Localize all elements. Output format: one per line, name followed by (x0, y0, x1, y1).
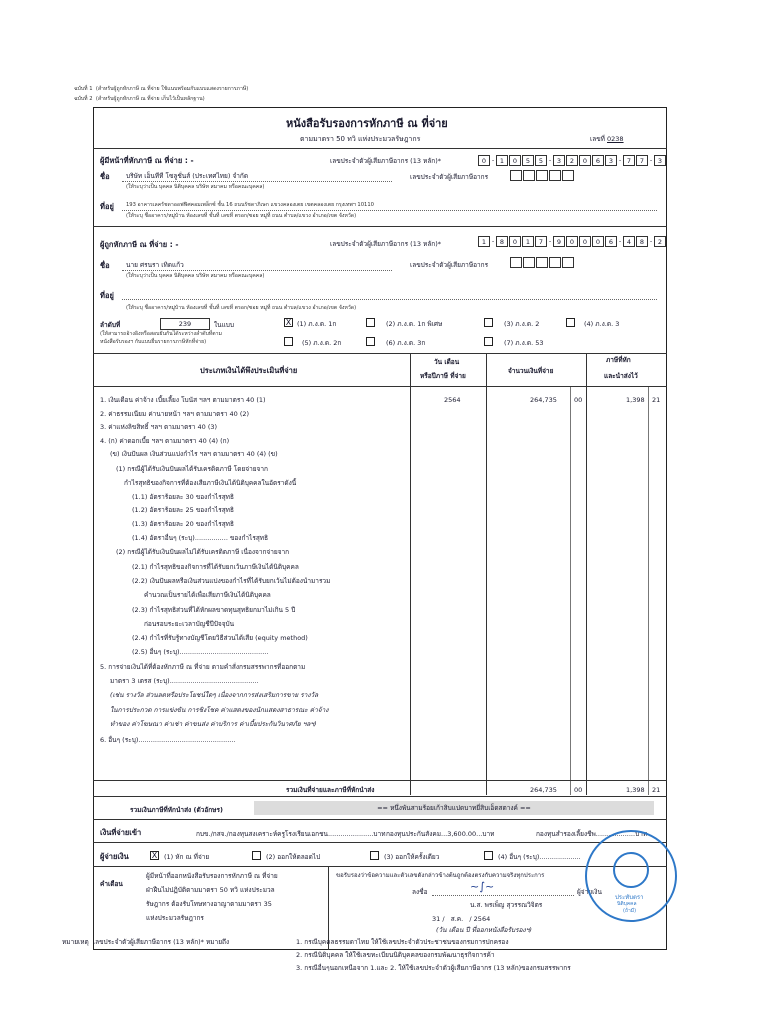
income-row: 4. (ก) ค่าดอกเบี้ย ฯลฯ ตามมาตรา 40 (4) (ก) (100, 437, 230, 445)
col-header-tax-2: และนำส่งไว้ (604, 372, 638, 380)
form-checkbox-3[interactable] (484, 318, 493, 327)
withholding-tax-form (93, 107, 667, 950)
payee-branch-boxes[interactable] (510, 257, 575, 268)
form-checkbox-1[interactable]: X (285, 318, 292, 327)
payer-name-hint: (ให้ระบุว่าเป็น บุคคล นิติบุคคล บริษัท สมาคม หรือคณะบุคคล) (126, 184, 265, 190)
tax-id-separator: - (548, 156, 552, 164)
stamp-sub-2: (ถ้ามี) (623, 908, 637, 914)
tax-id-digit[interactable]: 4 (623, 236, 635, 247)
income-row: (2) กรณีผู้ได้รับเงินปันผลไม่ได้รับเครดิตภาษี เนื่องจากจ่ายจาก (116, 548, 290, 556)
tax-id-digit[interactable]: 5 (535, 155, 547, 166)
form-number: เลขที่ 0238 (590, 135, 624, 143)
payer-type-option-3: (3) ออกให้ครั้งเดียว (384, 853, 440, 861)
col-header-amount: จำนวนเงินที่จ่าย (508, 367, 554, 375)
copy-note-1: ฉบับที่ 1 (สำหรับผู้ถูกหักภาษี ณ ที่จ่าย ใช้แนบพร้อมกับแบบแสดงรายการภาษี) (74, 86, 249, 92)
tax-id-digit[interactable]: 0 (592, 236, 604, 247)
total-text-label: รวมเงินภาษีที่หักนำส่ง (ตัวอักษร) (130, 806, 223, 814)
signer-role: ผู้จ่ายเงิน (577, 888, 602, 896)
total-text-value: == หนึ่งพันสามร้อยเก้าสิบแปดบาทยี่สิบเอ็ดสตางค์ == (254, 801, 654, 815)
footnote-label: หมายเหตุ เลขประจำตัวผู้เสียภาษีอากร (13 หลัก)* หมายถึง (62, 938, 230, 946)
seal-logo-icon (613, 852, 649, 888)
total-row-bottom (93, 796, 667, 797)
tax-id-digit[interactable]: 1 (522, 236, 534, 247)
warning-line-3: รัษฎากร ต้องรับโทษทางอาญาตามมาตรา 35 (146, 900, 272, 908)
total-amount-satang: 00 (574, 786, 583, 794)
total-row-top (93, 780, 667, 781)
tax-id-digit[interactable]: 1 (496, 155, 508, 166)
payer-name-label: ชื่อ (100, 172, 110, 181)
income-row: (2.4) กำไรที่รับรู้ทางบัญชีโดยวิธีส่วนได้เสีย (equity method) (132, 634, 308, 642)
form-option-2: (2) ภ.ง.ด. 1ก พิเศษ (386, 320, 443, 328)
tax-id-digit[interactable]: 0 (509, 236, 521, 247)
col-divider (586, 353, 587, 795)
fund-provident: กองทุนสำรองเลี้ยงชีพ...................บาท (536, 830, 648, 838)
payer-type-checkbox-4[interactable] (484, 851, 493, 860)
income-row: (2.1) กำไรสุทธิของกิจการที่ได้รับยกเว้นภาษีเงินได้นิติบุคคล (132, 563, 299, 571)
row1-amount-satang: 00 (574, 396, 583, 404)
payee-tax-id-label: เลขประจำตัวผู้เสียภาษีอากร (13 หลัก)* (330, 240, 442, 248)
tax-id-digit[interactable]: 0 (579, 155, 591, 166)
payer-address: 193 อาคารเลครัชดาออฟฟิศคอมเพล็กซ์ ชั้น 16 ถนนรัชดาภิเษก แขวงคลองเตย เขตคลองเตย กรุงเทพฯ 10110 (126, 202, 374, 208)
payer-type-label: ผู้จ่ายเงิน (100, 852, 129, 861)
sequence-hint-1: (ให้สามารถอ้างอิงหรือสอบยันกันได้ระหว่างลำดับที่ตาม (100, 331, 222, 337)
income-row: (2.2) เงินปันผลหรือเงินส่วนแบ่งของกำไรที่ได้รับยกเว้นไม่ต้องนำมารวม (132, 577, 331, 585)
form-option-1: (1) ภ.ง.ด. 1ก (297, 320, 337, 328)
tax-id-separator: - (618, 237, 622, 245)
income-row: กำไรสุทธิของกิจการที่ต้องเสียภาษีเงินได้นิติบุคคลในอัตราดังนี้ (124, 479, 297, 487)
footnote-item-1: 1. กรณีบุคคลธรรมดาไทย ให้ใช้เลขประจำตัวประชาชนของกรมการปกครอง (296, 938, 509, 946)
income-row: 5. การจ่ายเงินได้ที่ต้องหักภาษี ณ ที่จ่าย ตามคำสั่งกรมสรรพากรที่ออกตาม (100, 663, 306, 671)
form-subtitle: ตามมาตรา 50 ทวิ แห่งประมวลรัษฎากร (300, 135, 421, 143)
payer-type-checkbox-3[interactable] (370, 851, 379, 860)
income-row: (2.3) กำไรสุทธิส่วนที่ได้หักผลขาดทุนสุทธิยกมาไม่เกิน 5 ปี (132, 606, 296, 614)
payer-address-label: ที่อยู่ (100, 202, 114, 211)
payee-section-label: ผู้ถูกหักภาษี ณ ที่จ่าย : - (100, 240, 179, 249)
form-checkbox-4[interactable] (566, 318, 575, 327)
sequence-hint-2: หนังสือรับรองฯ กับแบบยื่นรายการภาษีหักที่จ่าย) (100, 339, 207, 345)
payee-tax-id-boxes[interactable] (478, 236, 667, 247)
col-divider (410, 353, 411, 795)
income-row: 1. เงินเดือน ค่าจ้าง เบี้ยเลี้ยง โบนัส ฯลฯ ตามมาตรา 40 (1) (100, 396, 266, 404)
income-row: ในการประกวด การแข่งขัน การชิงโชค ค่าแสดงของนักแสดงสาธารณะ ค่าจ้าง (110, 706, 329, 714)
income-row: ก่อนรอบระยะเวลาบัญชีปีปัจจุบัน (144, 620, 235, 628)
footnote-item-2: 2. กรณีนิติบุคคล ให้ใช้เลขทะเบียนนิติบุคคลของกรมพัฒนาธุรกิจการค้า (296, 951, 495, 959)
payer-type-option-4: (4) อื่นๆ (ระบุ).................... (498, 853, 581, 861)
form-checkbox-2[interactable] (366, 318, 375, 327)
tax-id-digit[interactable]: 0 (566, 236, 578, 247)
income-row: (2.5) อื่นๆ (ระบุ)........................................... (132, 648, 269, 656)
tax-id-digit[interactable]: 6 (605, 236, 617, 247)
tax-id-digit[interactable]: 2 (566, 155, 578, 166)
dotted-line (122, 270, 392, 271)
sign-label: ลงชื่อ (412, 888, 428, 896)
divider (93, 148, 667, 149)
income-row: (1.1) อัตราร้อยละ 30 ของกำไรสุทธิ (132, 493, 234, 501)
tax-id-digit[interactable]: 8 (496, 236, 508, 247)
fund-label: เงินที่จ่ายเข้า (100, 828, 142, 837)
tax-id-digit[interactable]: 7 (535, 236, 547, 247)
payer-address-hint: (ให้ระบุ ชื่ออาคาร/หมู่บ้าน ห้องเลขที่ ชั้นที่ เลขที่ ตรอก/ซอย หมู่ที่ ถนน ตำบล/แขวง อำเภอ/เขต จังหวัด) (126, 213, 357, 219)
payee-name: นาย ศรนรา เทิดแก้ว (126, 261, 184, 269)
income-row: มาตรา 3 เตรส (ระบุ)........................................... (110, 677, 259, 685)
tax-id-separator: - (649, 156, 653, 164)
copy-note-2: ฉบับที่ 2 (สำหรับผู้ถูกหักภาษี ณ ที่จ่าย เก็บไว้เป็นหลักฐาน) (74, 96, 205, 102)
dotted-line (122, 210, 657, 211)
warning-line-1: ผู้มีหน้าที่ออกหนังสือรับรองการหักภาษี ณ ที่จ่าย (146, 872, 278, 880)
row1-date: 2564 (444, 396, 461, 404)
fund-gpf: กบข./กสจ./กองทุนสงเคราะห์ครูโรงเรียนเอกชน......................บาท (196, 830, 386, 838)
income-row: (1.3) อัตราร้อยละ 20 ของกำไรสุทธิ (132, 520, 234, 528)
tax-id-digit[interactable]: 9 (553, 236, 565, 247)
income-row: คำนวณเป็นรายได้เพื่อเสียภาษีเงินได้นิติบุคคล (144, 591, 271, 599)
income-row: (ข) เงินปันผล เงินส่วนแบ่งกำไร ฯลฯ ตามมาตรา 40 (4) (ข) (110, 450, 278, 458)
income-row: (1.4) อัตราอื่นๆ (ระบุ)................ ของกำไรสุทธิ (132, 534, 269, 542)
payee-address-hint: (ให้ระบุ ชื่ออาคาร/หมู่บ้าน ห้องเลขที่ ชั้นที่ เลขที่ ตรอก/ซอย หมู่ที่ ถนน ตำบล/แขวง อำเภอ/เขต จังหวัด) (126, 305, 357, 311)
tax-id-digit[interactable]: 6 (592, 155, 604, 166)
tax-id-separator: - (491, 237, 495, 245)
tax-id-separator: - (491, 156, 495, 164)
row1-tax-satang: 21 (652, 396, 661, 404)
tax-id-digit[interactable]: 0 (509, 155, 521, 166)
divider (93, 819, 667, 820)
payer-type-option-2: (2) ออกให้ตลอดไป (266, 853, 321, 861)
tax-id-digit[interactable]: 5 (522, 155, 534, 166)
form-option-4: (4) ภ.ง.ด. 3 (584, 320, 620, 328)
signature-line (432, 895, 574, 896)
form-title: หนังสือรับรองการหักภาษี ณ ที่จ่าย (286, 117, 448, 130)
income-row: (1.2) อัตราร้อยละ 25 ของกำไรสุทธิ (132, 506, 234, 514)
form-checkbox-7[interactable] (484, 337, 493, 346)
tax-id-digit[interactable]: 7 (623, 155, 635, 166)
tax-id-separator: - (649, 237, 653, 245)
signer-name: น.ส. พรเพ็ญ สุวรรณวิจิตร (470, 901, 543, 909)
tax-id-digit[interactable]: 2 (654, 236, 666, 247)
stamp-label: ประทับตรา (615, 894, 644, 901)
col-header-date-1: วัน เดือน (434, 358, 460, 366)
tax-id-digit[interactable]: 3 (654, 155, 666, 166)
satang-divider (648, 386, 649, 795)
tax-id-digit[interactable]: 3 (553, 155, 565, 166)
divider (93, 842, 667, 843)
tax-id-separator: - (548, 237, 552, 245)
income-row: 3. ค่าแห่งลิขสิทธิ์ ฯลฯ ตามมาตรา 40 (3) (100, 423, 218, 431)
col-header-tax-1: ภาษีที่หัก (606, 356, 631, 364)
row1-tax: 1,398 (626, 396, 645, 404)
tax-id-digit[interactable]: 7 (636, 155, 648, 166)
sequence-value[interactable]: 239 (160, 318, 210, 330)
stamp-sub: นิติบุคคล (617, 901, 637, 907)
table-header-bottom (93, 386, 667, 387)
income-row: 2. ค่าธรรมเนียม ค่านายหน้า ฯลฯ ตามมาตรา 40 (2) (100, 410, 250, 418)
payee-name-label: ชื่อ (100, 261, 110, 270)
tax-id-digit[interactable]: 8 (636, 236, 648, 247)
tax-id-digit[interactable]: 3 (605, 155, 617, 166)
payer-type-checkbox-1[interactable]: X (151, 851, 158, 860)
row1-amount: 264,735 (530, 396, 557, 404)
tax-id-separator: - (618, 156, 622, 164)
payer-type-checkbox-2[interactable] (252, 851, 261, 860)
col-divider (486, 353, 487, 795)
divider (93, 866, 667, 867)
income-row: (1) กรณีผู้ได้รับเงินปันผลได้รับเครดิตภาษี โดยจ่ายจาก (116, 465, 268, 473)
tax-id-digit[interactable]: 1 (478, 236, 490, 247)
total-label: รวมเงินที่จ่ายและภาษีที่หักนำส่ง (286, 786, 375, 794)
footnote-item-3: 3. กรณีอื่นๆนอกเหนือจาก 1.และ 2. ให้ใช้เลขประจำตัวผู้เสียภาษีอากร (13 หลัก)ของกรมสรรพากร (296, 964, 571, 972)
form-checkbox-5[interactable] (284, 337, 293, 346)
income-row: ทำของ ค่าโฆษณา ค่าเช่า ค่าขนส่ง ค่าบริการ ค่าเบี้ยประกันวินาศภัย ฯลฯ) (110, 720, 317, 728)
total-tax-satang: 21 (652, 786, 661, 794)
payer-type-option-1: (1) หัก ณ ที่จ่าย (164, 853, 210, 861)
table-top (93, 353, 667, 354)
total-tax: 1,398 (626, 786, 645, 794)
issue-date: 31 / ส.ค. / 2564 (432, 915, 491, 923)
company-seal-stamp (585, 830, 677, 922)
tax-id-digit[interactable]: 0 (579, 236, 591, 247)
form-option-6: (6) ภ.ง.ด. 3ก (386, 339, 426, 347)
col-header-type: ประเภทเงินได้พึงประเมินที่จ่าย (200, 366, 298, 375)
warning-label: คำเตือน (100, 880, 123, 888)
payee-branch-tax-label: เลขประจำตัวผู้เสียภาษีอากร (410, 261, 489, 269)
payer-branch-boxes[interactable] (510, 170, 575, 181)
divider (93, 226, 667, 227)
signature-mark: ~∫~ (470, 880, 495, 893)
income-row: 6. อื่นๆ (ระบุ)............................................... (100, 736, 236, 744)
payer-branch-tax-label: เลขประจำตัวผู้เสียภาษีอากร (410, 173, 489, 181)
form-option-7: (7) ภ.ง.ด. 53 (504, 339, 544, 347)
form-option-3: (3) ภ.ง.ด. 2 (504, 320, 540, 328)
income-row: (เช่น รางวัล ส่วนลดหรือประโยชน์ใดๆ เนื่องจากการส่งเสริมการขาย รางวัล (110, 691, 319, 699)
payer-name: บริษัท เอ็นทีที โซลูชั่นส์ (ประเทศไทย) จำกัด (126, 172, 249, 180)
payee-name-hint: (ให้ระบุว่าเป็น บุคคล นิติบุคคล บริษัท สมาคม หรือคณะบุคคล) (126, 273, 265, 279)
certify-statement: ขอรับรองว่าข้อความและตัวเลขดังกล่าวข้างต้นถูกต้องตรงกับความจริงทุกประการ (336, 872, 545, 879)
warning-line-2: ฝ่าฝืนไม่ปฏิบัติตามมาตรา 50 ทวิ แห่งประมวล (146, 886, 275, 894)
payee-address-label: ที่อยู่ (100, 291, 114, 300)
dotted-line (122, 299, 657, 300)
fund-social-security: กองทุนประกันสังคม...3,600.00...บาท (386, 830, 495, 838)
satang-divider (570, 386, 571, 795)
issue-date-hint: (วัน เดือน ปี ที่ออกหนังสือรับรองฯ) (436, 926, 532, 934)
tax-id-digit[interactable]: 0 (478, 155, 490, 166)
payer-section-label: ผู้มีหน้าที่หักภาษี ณ ที่จ่าย : - (100, 156, 194, 165)
in-form-label: ในแบบ (214, 321, 235, 329)
form-checkbox-6[interactable] (366, 337, 375, 346)
col-header-date-2: หรือปีภาษี ที่จ่าย (420, 372, 466, 380)
payer-tax-id-boxes[interactable] (478, 155, 667, 166)
dotted-line (122, 181, 392, 182)
form-option-5: (5) ภ.ง.ด. 2ก (302, 339, 342, 347)
total-amount: 264,735 (530, 786, 557, 794)
sequence-label: ลำดับที่ (100, 321, 121, 329)
warning-line-4: แห่งประมวลรัษฎากร (146, 914, 204, 922)
payer-tax-id-label: เลขประจำตัวผู้เสียภาษีอากร (13 หลัก)* (330, 157, 442, 165)
